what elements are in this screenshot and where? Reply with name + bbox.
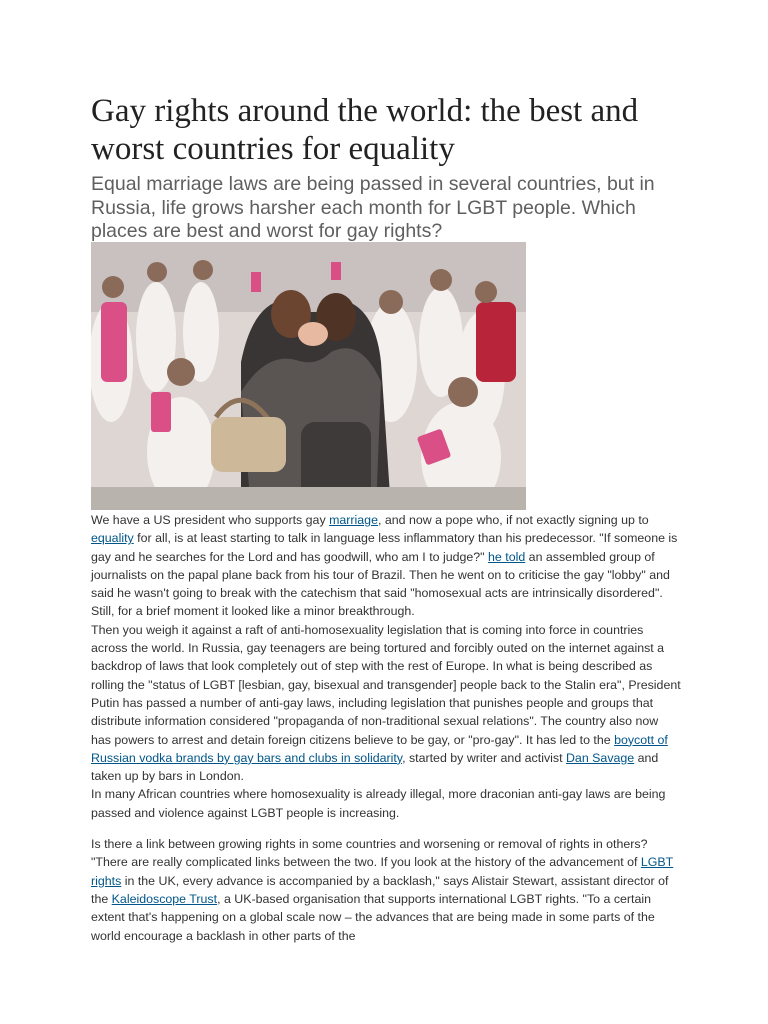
inline-link[interactable]: boycott of Russian vodka brands by gay bars and clubs in solidarity	[91, 732, 668, 765]
inline-link[interactable]: Dan Savage	[565, 750, 635, 765]
paragraph-text: In many African countries where homosexuality is already illegal, more draconian anti-gay laws are being passed and violence against LGBT people is increasing.	[91, 787, 666, 820]
inline-link[interactable]: he told	[488, 549, 526, 564]
paragraph-text: in the UK, every advance is accompanied by a backlash," says Alistair Stewart, assistant director of the	[91, 873, 669, 906]
article-body	[91, 511, 681, 945]
paragraph-text: Then you weigh it against a raft of anti-homosexuality legislation that is coming into force in countries across the world. In Russia, gay teenagers are being tortured and forcibly outed on the internet against a backdrop of laws that look completely out of step with the rest of Europe. In what is being described as rolling the "status of LGBT [lesbian, gay, bisexual and transgender] people back to the Stalin era", President Putin has passed a number of anti-gay laws, including legislation that punishes people and groups that distribute information considered "propaganda of non-traditional sexual relations". The country also now has powers to arrest and detain foreign citizens believe to be gay, or "pro-gay". It has led to the	[91, 622, 681, 747]
article-standfirst: Equal marriage laws are being passed in several countries, but in Russia, life grows harsher each month for LGBT people. Which places are best and worst for gay rights?	[91, 173, 655, 242]
article-photo	[91, 242, 526, 510]
paragraph-text: , a UK-based organisation that supports international LGBT rights. "To a certain extent that's happening on a global scale now – the advances that are being made in some parts of the world encourage a backlash in other parts of the	[91, 891, 655, 943]
inline-link[interactable]: LGBT rights	[91, 855, 674, 888]
paragraph-text: for all, is at least starting to talk in language less inflammatory than his predecessor. "If someone is gay and he searches for the Lord and has goodwill, who am I to judge?"	[91, 531, 678, 564]
article-paragraph	[91, 785, 681, 822]
inline-link[interactable]: marriage	[329, 513, 378, 527]
paragraph-text: We have a US president who supports gay	[91, 513, 330, 527]
article-headline: Gay rights around the world: the best and worst countries for equality	[91, 93, 639, 167]
paragraph-text: Is there a link between growing rights in some countries and worsening or removal of rights in others? "There are really complicated links between the two. If you look at the history of the advancement of	[91, 837, 648, 870]
article-paragraph	[91, 511, 681, 621]
paragraph-text: an assembled group of journalists on the papal plane back from his tour of Brazil. Then he went on to criticise the gay "lobby" and said he wasn't going to break with the catechism that said "homosexual acts are intrinsically disordered". Still, for a brief moment it looked like a minor breakthrough.	[91, 549, 670, 619]
paragraph-text: , started by writer and activist	[402, 750, 566, 765]
inline-link[interactable]: Kaleidoscope Trust	[111, 891, 218, 906]
paragraph-text: , and now a pope who, if not exactly signing up to	[377, 513, 649, 527]
paragraph-text: and taken up by bars in London.	[91, 750, 659, 784]
article-paragraph	[91, 835, 681, 945]
article-paragraph	[91, 621, 681, 786]
inline-link[interactable]: equality	[91, 531, 134, 546]
